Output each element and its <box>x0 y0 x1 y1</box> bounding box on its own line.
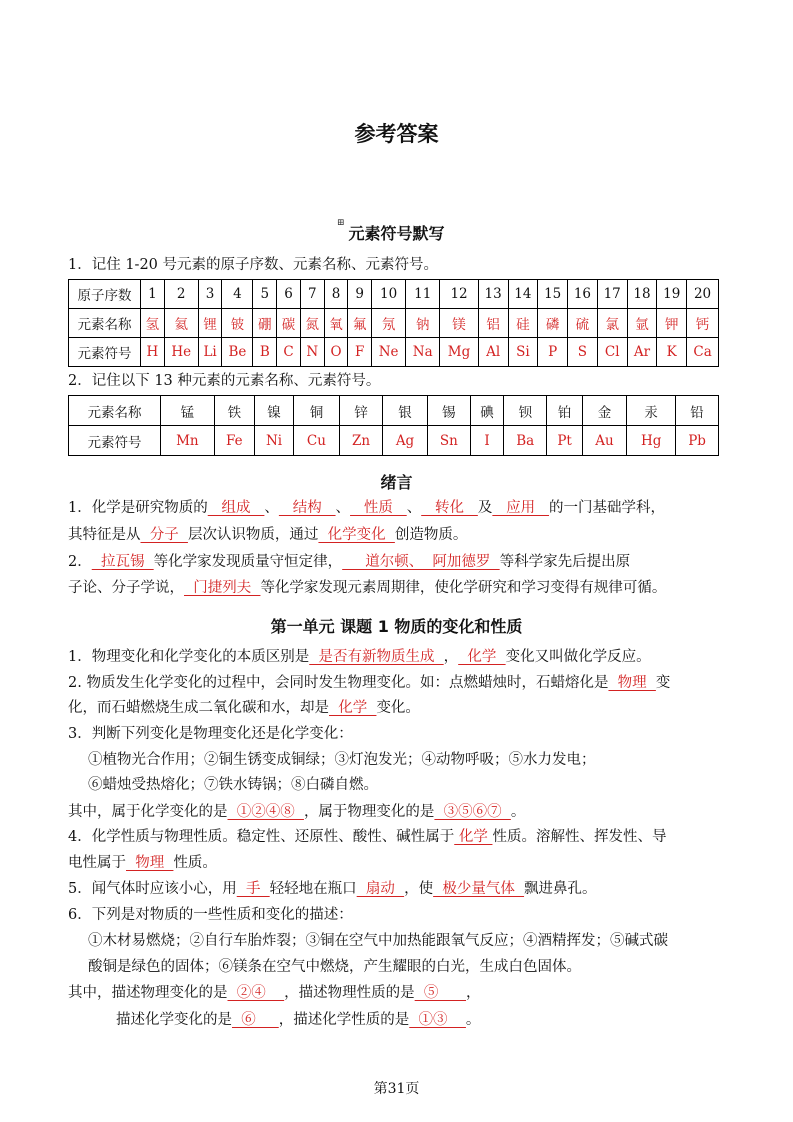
table-cell: 4 <box>222 280 253 309</box>
text: 、 <box>335 500 351 516</box>
table-cell: 磷 <box>538 309 568 338</box>
answer: 组成 <box>207 500 265 516</box>
table-cell: 11 <box>406 280 440 309</box>
table-cell: 铂 <box>547 396 582 426</box>
answer: 扇动 <box>356 881 405 897</box>
answer: 拉瓦锡 <box>91 554 154 570</box>
text: 的一门基础学科， <box>549 500 666 516</box>
elements-table-13 <box>68 395 719 456</box>
text: 。 <box>510 804 526 820</box>
table-cell: K <box>657 338 687 367</box>
table-cell: 汞 <box>627 396 676 426</box>
text-line <box>68 853 217 873</box>
elements-table-1-20 <box>68 279 719 367</box>
text: ，描述化学性质的是 <box>278 1012 410 1028</box>
text: 其中，描述物理变化的是 <box>68 985 228 1001</box>
text-line <box>68 647 651 667</box>
table-cell: P <box>538 338 568 367</box>
text: 1．物理变化和化学变化的本质区别是 <box>68 649 310 665</box>
text-line <box>68 827 666 847</box>
text-line: 6．下列是对物质的一些性质和变化的描述： <box>68 907 353 923</box>
answer: ⑥ <box>232 1012 279 1028</box>
table-cell: B <box>253 338 277 367</box>
text: 子论、分子学说， <box>68 580 184 596</box>
table-cell: 14 <box>508 280 538 309</box>
table-cell: Hg <box>627 426 676 456</box>
table-cell: 10 <box>372 280 406 309</box>
text-line <box>68 879 597 899</box>
text-line <box>68 498 665 518</box>
text: 。 <box>465 1012 481 1028</box>
section-heading-element-symbols: 元素符号默写 <box>348 224 445 243</box>
question-text: 1．记住 1-20 号元素的原子序数、元素名称、元素符号。 <box>68 257 439 273</box>
table-cell: 1 <box>141 280 165 309</box>
table-cell: 氩 <box>627 309 657 338</box>
table-cell: 16 <box>568 280 598 309</box>
question-text: 2．记住以下 13 种元素的元素名称、元素符号。 <box>68 373 381 389</box>
page-number: 第31页 <box>373 1081 420 1097</box>
table-cell: 2 <box>164 280 198 309</box>
table-cell: O <box>324 338 348 367</box>
table-cell: S <box>568 338 598 367</box>
table-cell: Na <box>406 338 440 367</box>
row-header: 元素符号 <box>69 338 141 367</box>
text: 其中，属于化学变化的是 <box>68 804 228 820</box>
table-cell: 17 <box>597 280 627 309</box>
table-cell: Cl <box>597 338 627 367</box>
row-header: 原子序数 <box>69 280 141 309</box>
table-cell: Cu <box>294 426 340 456</box>
text: ，使 <box>404 881 434 897</box>
text-line <box>116 1010 480 1030</box>
answer: 分子 <box>140 527 188 543</box>
table-cell: 钙 <box>687 309 719 338</box>
table-cell: 镍 <box>254 396 293 426</box>
answer: 极少量气体 <box>433 881 525 897</box>
table-cell: 氧 <box>324 309 348 338</box>
row-header: 元素名称 <box>69 396 161 426</box>
table-cell: 13 <box>478 280 508 309</box>
answer: 转化 <box>421 500 478 516</box>
text-line: ①植物光合作用；②铜生锈变成铜绿；③灯泡发光；④动物呼吸；⑤水力发电； <box>88 752 596 768</box>
table-cell: Li <box>198 338 222 367</box>
table-cell: 硫 <box>568 309 598 338</box>
answer: ②④ <box>227 985 285 1001</box>
anchor-mark-icon: ⊞ <box>337 218 345 228</box>
table-cell: 钡 <box>504 396 547 426</box>
text: ，属于物理变化的是 <box>303 804 435 820</box>
table-cell: 氟 <box>348 309 372 338</box>
answer: 物理 <box>126 855 174 871</box>
table-cell: He <box>164 338 198 367</box>
table-cell: F <box>348 338 372 367</box>
answer: 化学变化 <box>318 527 395 543</box>
answer: ③⑤⑥⑦ <box>434 804 511 820</box>
table-cell: Pt <box>547 426 582 456</box>
answer: 是否有新物质生成 <box>309 649 444 665</box>
text: 5．闻气体时应该小心，用 <box>68 881 237 897</box>
answer: 化学 <box>458 649 506 665</box>
table-cell: 银 <box>383 396 427 426</box>
table-cell: 铅 <box>676 396 719 426</box>
answer: ①③ <box>409 1012 466 1028</box>
table-cell: 锡 <box>427 396 470 426</box>
table-cell: 锌 <box>339 396 383 426</box>
table-cell: 7 <box>300 280 324 309</box>
table-cell: 6 <box>277 280 301 309</box>
text: 性质。溶解性、挥发性、导 <box>492 829 667 845</box>
text-line <box>68 698 420 718</box>
text-line <box>68 673 670 693</box>
table-cell: Si <box>508 338 538 367</box>
text: 变化又叫做化学反应。 <box>505 649 651 665</box>
table-cell: 氢 <box>141 309 165 338</box>
table-cell: Ni <box>254 426 293 456</box>
table-cell: 铜 <box>294 396 340 426</box>
text: ， <box>443 649 459 665</box>
table-cell: 钾 <box>657 309 687 338</box>
text: 其特征是从 <box>68 527 141 543</box>
table-cell: 锂 <box>198 309 222 338</box>
table-cell: 锰 <box>161 396 215 426</box>
table-cell: 氯 <box>597 309 627 338</box>
table-cell: 硼 <box>253 309 277 338</box>
table-cell: 20 <box>687 280 719 309</box>
table-cell: 5 <box>253 280 277 309</box>
section-heading-unit-1: 第一单元 课题 1 物质的变化和性质 <box>270 617 523 636</box>
table-cell: Ne <box>372 338 406 367</box>
text: 及 <box>477 500 493 516</box>
table-cell: 19 <box>657 280 687 309</box>
table-cell: 铝 <box>478 309 508 338</box>
text: 1．化学是研究物质的 <box>68 500 208 516</box>
table-cell: C <box>277 338 301 367</box>
row-header: 元素符号 <box>69 426 161 456</box>
table-cell: Ar <box>627 338 657 367</box>
text: 描述化学变化的是 <box>116 1012 232 1028</box>
text: 2. 物质发生化学变化的过程中，会同时发生物理变化。如：点燃蜡烛时，石蜡熔化是 <box>68 675 609 691</box>
section-heading-introduction: 绪言 <box>380 473 413 492</box>
table-cell: 12 <box>440 280 478 309</box>
table-cell: 碘 <box>470 396 503 426</box>
text-line: 3．判断下列变化是物理变化还是化学变化： <box>68 726 353 742</box>
answer: 应用 <box>492 500 550 516</box>
answer: 化学 <box>454 829 493 845</box>
answer: 道尔顿、 阿加德罗 <box>342 554 500 570</box>
text-line <box>68 802 525 822</box>
table-cell: 15 <box>538 280 568 309</box>
row-header: 元素名称 <box>69 309 141 338</box>
text: 2． <box>68 554 92 570</box>
table-cell: Ba <box>504 426 547 456</box>
table-cell: 8 <box>324 280 348 309</box>
table-cell: Ag <box>383 426 427 456</box>
table-cell: 铁 <box>214 396 254 426</box>
text: 变化。 <box>376 700 420 716</box>
text: 轻轻地在瓶口 <box>269 881 357 897</box>
answer: 门捷列夫 <box>184 580 261 596</box>
table-cell: 硅 <box>508 309 538 338</box>
text-line: ①木材易燃烧；②自行车胎炸裂；③铜在空气中加热能跟氧气反应；④酒精挥发；⑤碱式碳 <box>88 933 668 949</box>
table-cell: Fe <box>214 426 254 456</box>
table-cell: Al <box>478 338 508 367</box>
table-cell: Mg <box>440 338 478 367</box>
text: 、 <box>406 500 422 516</box>
table-cell: 镁 <box>440 309 478 338</box>
table-cell: Au <box>582 426 626 456</box>
answer: 结构 <box>278 500 336 516</box>
text-line <box>68 552 630 572</box>
table-cell: H <box>141 338 165 367</box>
text: 等化学家发现质量守恒定律， <box>153 554 343 570</box>
text: 性质。 <box>173 855 217 871</box>
table-cell: Be <box>222 338 253 367</box>
table-cell: 氮 <box>300 309 324 338</box>
text: 、 <box>264 500 279 516</box>
table-cell: N <box>300 338 324 367</box>
table-cell: 铍 <box>222 309 253 338</box>
text: ，描述物理性质的是 <box>284 985 415 1001</box>
page-title: 参考答案 <box>354 122 439 146</box>
answer: ①②④⑧ <box>227 804 304 820</box>
text: 4．化学性质与物理性质。稳定性、还原性、酸性、碱性属于 <box>68 829 455 845</box>
text: 创造物质。 <box>394 527 468 543</box>
text: 等化学家发现元素周期律，使化学研究和学习变得有规律可循。 <box>260 580 667 596</box>
text: 电性属于 <box>68 855 126 871</box>
text-line <box>68 983 481 1003</box>
answer: ⑤ <box>414 985 467 1001</box>
text-line: 酸铜是绿色的固体；⑥镁条在空气中燃烧，产生耀眼的白光，生成白色固体。 <box>88 959 581 975</box>
text: ， <box>466 985 481 1001</box>
table-cell: 18 <box>627 280 657 309</box>
table-cell: 钠 <box>406 309 440 338</box>
answer: 化学 <box>329 700 377 716</box>
answer: 手 <box>236 881 270 897</box>
text: 等科学家先后提出原 <box>499 554 631 570</box>
table-cell: 氦 <box>164 309 198 338</box>
text-line: ⑥蜡烛受热熔化；⑦铁水铸锅；⑧白磷自燃。 <box>88 777 378 793</box>
answer: 性质 <box>350 500 407 516</box>
text: 化，而石蜡燃烧生成二氧化碳和水，却是 <box>68 700 329 716</box>
text: 飘进鼻孔。 <box>524 881 597 897</box>
text: 层次认识物质，通过 <box>187 527 319 543</box>
table-cell: Pb <box>676 426 719 456</box>
text-line <box>68 525 467 545</box>
table-cell: Ca <box>687 338 719 367</box>
text: 变 <box>655 675 671 691</box>
table-cell: 氖 <box>372 309 406 338</box>
table-cell: 9 <box>348 280 372 309</box>
table-cell: 金 <box>582 396 626 426</box>
text-line <box>68 578 666 598</box>
table-cell: 碳 <box>277 309 301 338</box>
table-cell: 3 <box>198 280 222 309</box>
table-cell: Zn <box>339 426 383 456</box>
answer: 物理 <box>608 675 656 691</box>
table-cell: Mn <box>161 426 215 456</box>
table-cell: Sn <box>427 426 470 456</box>
table-cell: I <box>470 426 503 456</box>
